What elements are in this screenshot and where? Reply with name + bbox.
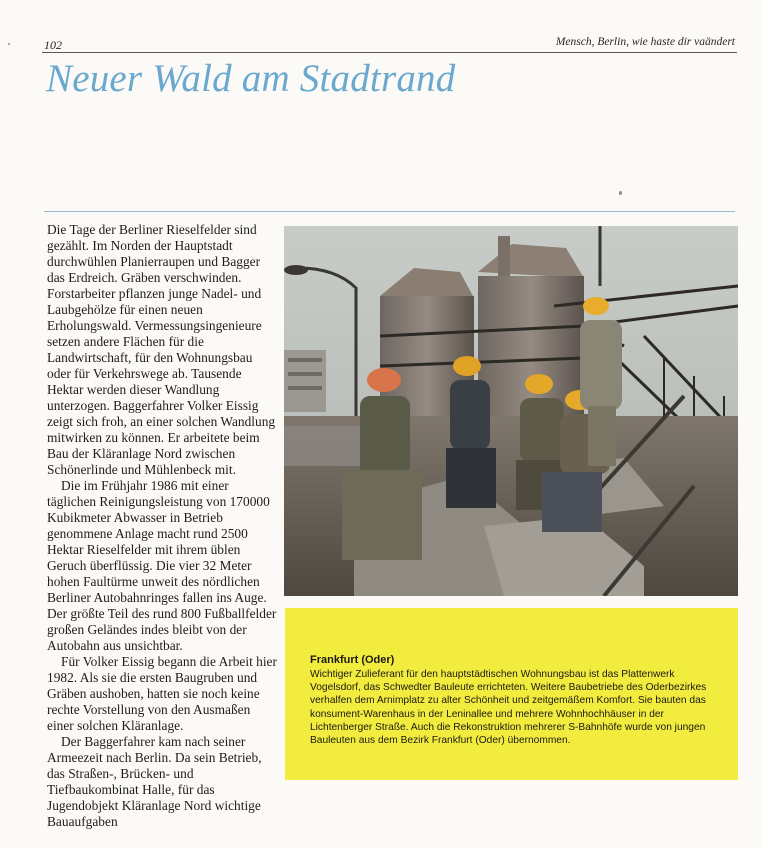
running-head: Mensch, Berlin, wie haste dir vaändert [555,36,735,48]
decorative-speck [8,43,10,45]
body-paragraph: Für Volker Eissig begann die Arbeit hier 1982. Als sie die ersten Baugruben und Gräben aushoben, hatten sie noch keine rechte Vorstellung von den Ausmaßen einer solchen Kläranlage. [47,654,277,733]
body-paragraph: Der Baggerfahrer kam nach seiner Armeezeit nach Berlin. Da sein Betrieb, das Straßen-, Brücken- und Tiefbaukombinat Halle, für das Jugendobjekt Kläranlage Nord wichtige Bauaufgaben [47,734,262,829]
header-rule [42,52,737,53]
body-paragraph: Die im Frühjahr 1986 mit einer täglichen Reinigungsleistung von 170000 Kubikmeter Abwasser in Betrieb genommene Anlage macht rund 2500 Hektar Rieselfelder mit ihrem üblen Geruch überflüssig. Die vier 32 Meter hohen Faultürme unweit des nördlichen Berliner Autobahnringes fallen ins Auge. Der größte Teil des rund 800 Fußballfelder großen Geländes indes bleibt von der Autobahn aus unsichtbar. [47,478,277,653]
body-paragraph: Die Tage der Berliner Rieselfelder sind gezählt. Im Norden der Hauptstadt durchwühlen Planierraupen und Bagger das Erdreich. Gräben verschwinden. Forstarbeiter pflanzen junge Nadel- und Laubgehölze für einen neuen Erholungswald. Vermessungsingenieure setzen andere Flächen für die Landwirtschaft, für den Wohnungsbau oder für Verkehrswege ab. Tausende Hektar werden dieser Wandlung unterzogen. Baggerfahrer Volker Eissig zeigt sich froh, an einer solchen Wandlung mitwirken zu können. Er arbeitete beim Bau der Kläranlage Nord zwischen Schönerlinde und Mühlenbeck mit. [47,222,276,477]
photo-illustration [284,226,738,596]
photo-construction-workers [284,226,738,596]
infobox-text: Wichtiger Zulieferant für den hauptstädtischen Wohnungsbau ist das Plattenwerk Vogelsdorf, das Schwedter Bauleute errichteten. Weitere Baubetriebe des Oderbezirkes verhalfen dem Arnimplatz zu alter Schönheit und zeitgemäßem Komfort. Sie bauten das konsument-Warenhaus in der Leninallee und mehrere Wohnhochhäuser in der Lichtenberger Straße. Auch die Rekonstruktion mehrerer S-Bahnhöfe wurde von jungen Bauleuten aus dem Bezirk Frankfurt (Oder) übernommen. [310,669,707,747]
decorative-speck [619,191,622,195]
page-number: 102 [44,38,62,52]
infobox [285,608,738,780]
article-title: Neuer Wald am Stadtrand [46,57,456,100]
section-rule [44,211,735,212]
article-body [47,222,277,830]
infobox-title: Frankfurt (Oder) [310,654,395,666]
